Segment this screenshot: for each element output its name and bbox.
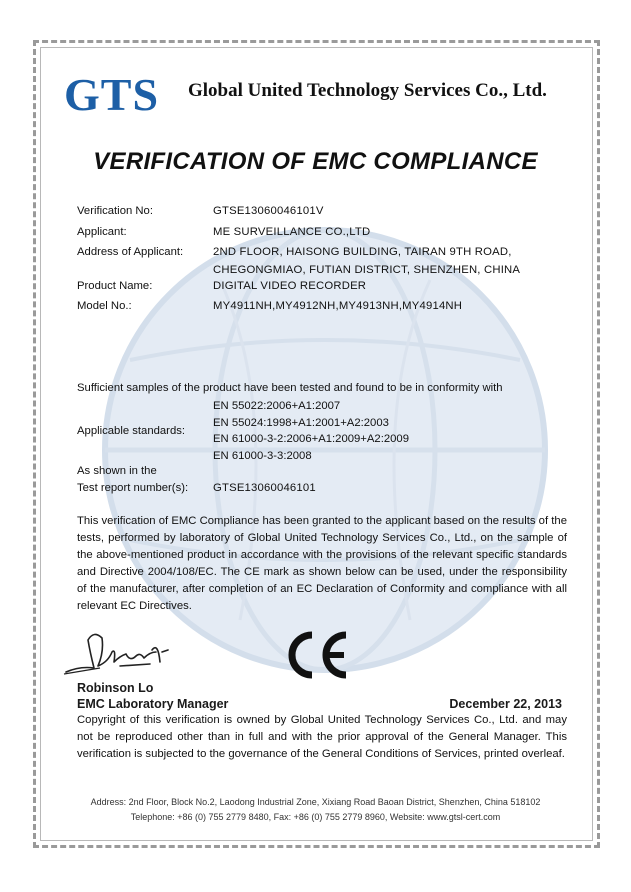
standard-item: EN 55024:1998+A1:2001+A2:2003 [213,417,389,429]
address-line-2: CHEGONGMIAO, FUTIAN DISTRICT, SHENZHEN, CHINA [213,264,521,276]
copyright-paragraph: Copyright of this verification is owned by Global United Technology Services Co., Ltd. and may not be reproduced other than in full and with the prior approval of the General Manager. This verification is subjected to the governance of the General Conditions of Services, printed overleaf. [77,714,567,760]
signer-role: EMC Laboratory Manager [77,697,229,711]
standard-item: EN 55022:2006+A1:2007 [213,400,341,412]
body-paragraph: This verification of EMC Compliance has been granted to the applicant based on the results of the tests, performed by laboratory of Global United Technology Services Co., Ltd., on the sample of the above-mentioned product in accordance with the provisions of the relevant specific standards and Directive 2004/108/EC. The CE mark as shown below can be used, under the responsibility of the manufacturer, after completion of an EC Declaration of Conformity and compliance with all relevant EC Directives. [77,515,567,612]
applicant-value: ME SURVEILLANCE CO.,LTD [213,226,371,238]
report-number-label: Test report number(s): [77,482,189,494]
signature-image [60,622,180,680]
conformity-intro: Sufficient samples of the product have been tested and found to be in conformity with [77,382,503,394]
certificate-title: VERIFICATION OF EMC COMPLIANCE [93,148,538,175]
standard-item: EN 61000-3-3:2008 [213,450,312,462]
shown-in-label: As shown in the [77,465,157,477]
company-name: Global United Technology Services Co., Ltd. [188,80,547,101]
signer-name: Robinson Lo [77,681,154,695]
product-value: DIGITAL VIDEO RECORDER [213,280,367,292]
issue-date: December 22, 2013 [449,697,562,711]
applicant-label: Applicant: [77,226,127,238]
standard-item: EN 61000-3-2:2006+A1:2009+A2:2009 [213,433,409,445]
address-label: Address of Applicant: [77,246,184,258]
verification-no-label: Verification No: [77,205,153,217]
model-label: Model No.: [77,300,132,312]
footer-contact: Telephone: +86 (0) 755 2779 8480, Fax: +86 (0) 755 2779 8960, Website: www.gtsl-cert.com [130,812,501,822]
applicable-standards-label: Applicable standards: [77,425,186,437]
gts-logo: GTS [64,69,160,120]
footer-address: Address: 2nd Floor, Block No.2, Laodong Industrial Zone, Xixiang Road Baoan District, Shenzhen, China 518102 [90,797,541,807]
product-label: Product Name: [77,280,153,292]
report-number-value: GTSE13060046101 [213,482,316,494]
ce-mark [282,629,350,681]
model-value: MY4911NH,MY4912NH,MY4913NH,MY4914NH [213,300,463,312]
address-line-1: 2ND FLOOR, HAISONG BUILDING, TAIRAN 9TH ROAD, [213,246,512,258]
verification-no-value: GTSE13060046101V [213,205,324,217]
